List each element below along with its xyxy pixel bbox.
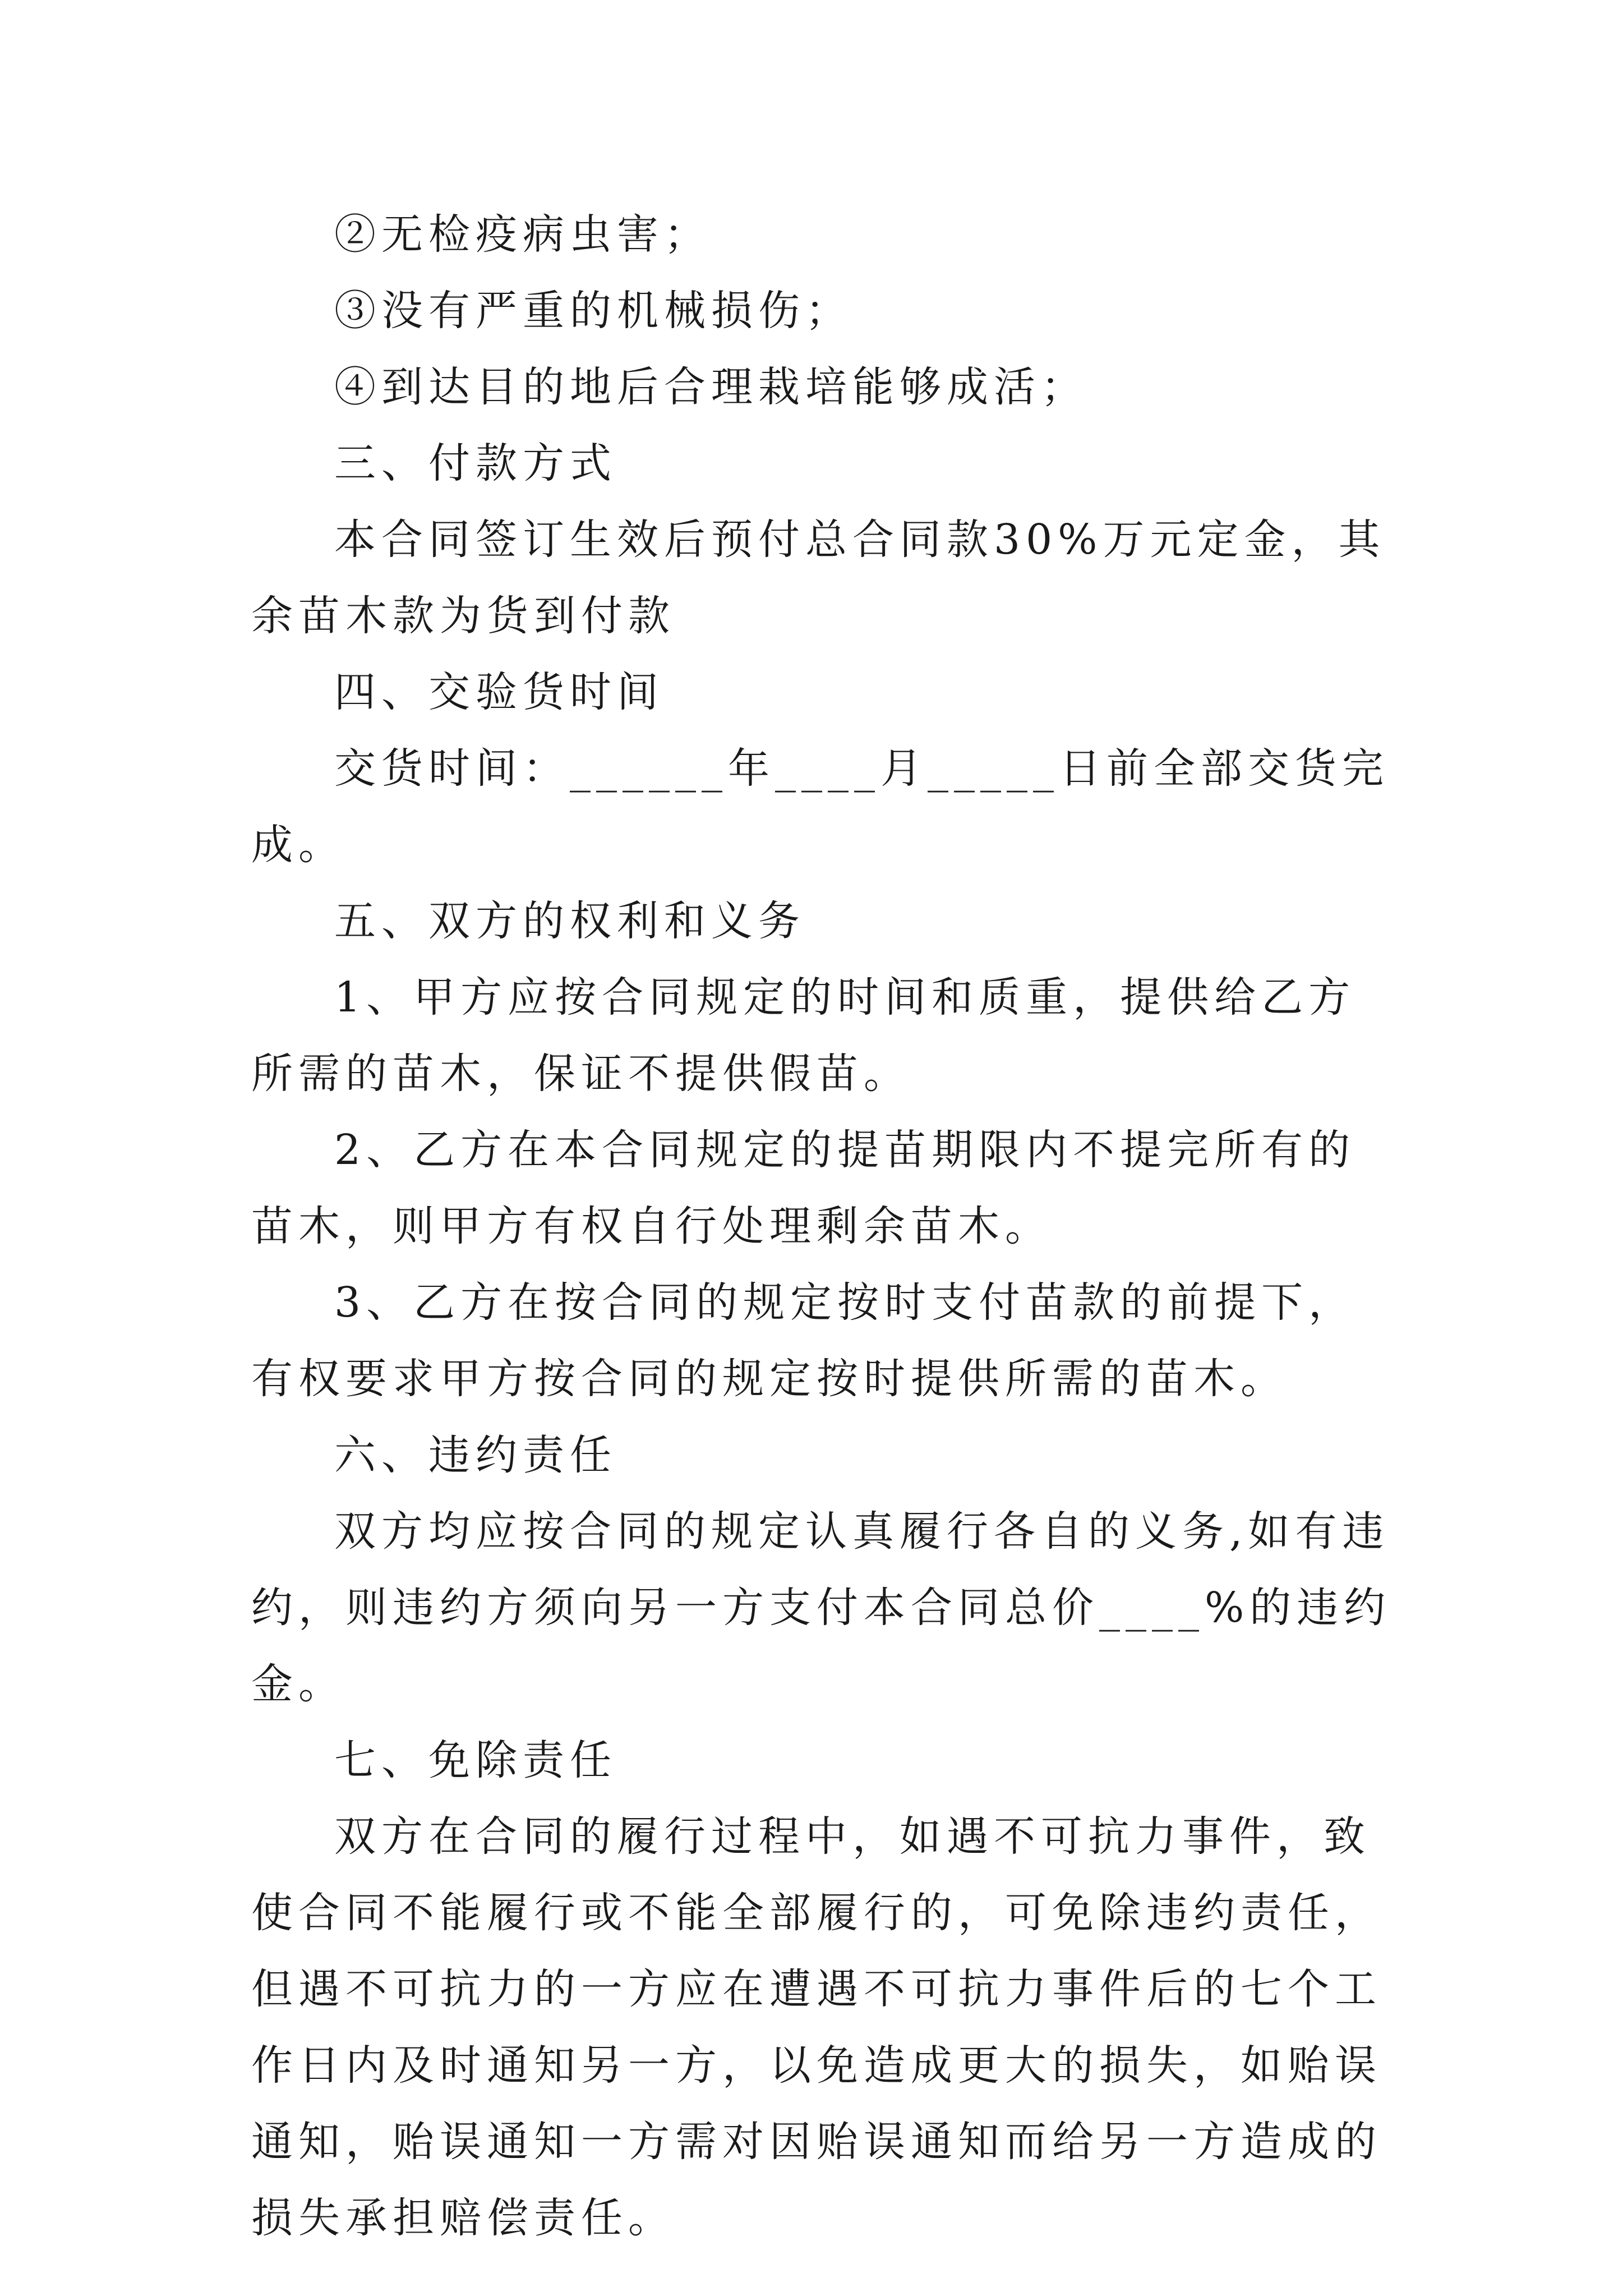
section-heading-rights: 五、双方的权利和义务 <box>334 897 805 945</box>
section-heading-exemption: 七、免除责任 <box>334 1736 617 1784</box>
rights-clause-1: 1、甲方应按合同规定的时间和质重，提供给乙方所需的苗木，保证不提供假苗。 <box>251 973 1356 1098</box>
rights-clause-2: 2、乙方在本合同规定的提苗期限内不提完所有的苗木，则甲方有权自行处理剩余苗木。 <box>251 1126 1356 1250</box>
section-heading-delivery: 四、交验货时间 <box>334 668 664 716</box>
section-heading-payment: 三、付款方式 <box>334 439 617 487</box>
exemption-paragraph: 双方在合同的履行过程中，如遇不可抗力事件，致使合同不能履行或不能全部履行的，可免除违约责任，但遇不可抗力的一方应在遭遇不可抗力事件后的七个工作日内及时通知另一方，以免造成更大的损失，如贻误通知，贻误通知一方需对因贻误通知而给另一方造成的损失承担赔偿责任。 <box>251 1812 1382 2242</box>
rights-clause-3: 3、乙方在按合同的规定按时支付苗款的前提下，有权要求甲方按合同的规定按时提供所需的苗木。 <box>251 1278 1356 1403</box>
delivery-time-paragraph: 交货时间：______年____月_____日前全部交货完成。 <box>251 744 1389 869</box>
payment-paragraph: 本合同签订生效后预付总合同款30%万元定金，其余苗木款为货到付款 <box>251 516 1386 640</box>
section-heading-breach: 六、违约责任 <box>334 1431 617 1479</box>
document-body <box>251 196 1395 2256</box>
quality-item-2: ②无检疫病虫害； <box>334 210 711 259</box>
quality-item-4: ④到达目的地后合理栽培能够成活； <box>334 363 1088 411</box>
quality-item-3: ③没有严重的机械损伤； <box>334 287 852 335</box>
breach-paragraph: 双方均应按合同的规定认真履行各自的义务,如有违约，则违约方须向另一方支付本合同总价____%的违约金。 <box>251 1507 1391 1708</box>
